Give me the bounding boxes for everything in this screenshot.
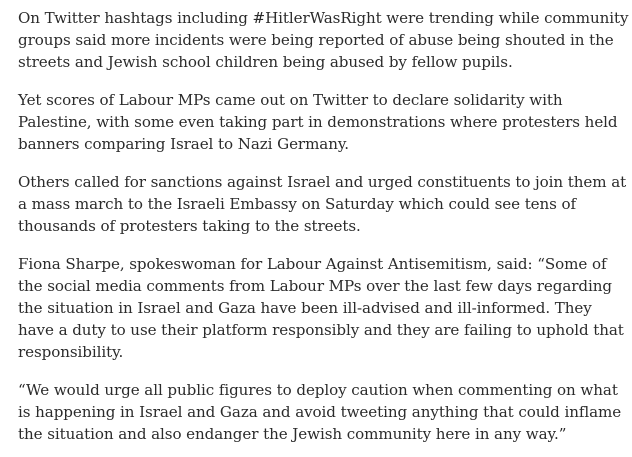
paragraph-labour-mps-solidarity: Yet scores of Labour MPs came out on Twitter to declare solidarity with Palestine, with some even taking part in demonstrations where protesters held banners comparing Israel to Nazi Germany.: [18, 91, 618, 153]
paragraph-sanctions-march: Others called for sanctions against Israel and urged constituents to join them at a mass march to the Israeli Embassy on Saturday which could see tens of thousands of protesters taking to the streets.: [18, 173, 627, 235]
paragraph-fiona-sharpe-quote: Fiona Sharpe, spokeswoman for Labour Against Antisemitism, said: “Some of the social media comments from Labour MPs over the last few days regarding the situation in Israel and Gaza have been ill-advised and ill-informed. They have a duty to use their platform responsibly and they are failing to uphold that responsibility.: [18, 255, 624, 361]
paragraph-public-figures-quote: “We would urge all public figures to deploy caution when commenting on what is happening in Israel and Gaza and avoid tweeting anything that could inflame the situation and also endanger the Jewish community here in any way.”: [18, 381, 622, 443]
paragraph-hashtags: On Twitter hashtags including #HitlerWasRight were trending while community groups said more incidents were being reported of abuse being shouted in the streets and Jewish school children being abused by fellow pupils.: [18, 9, 629, 71]
